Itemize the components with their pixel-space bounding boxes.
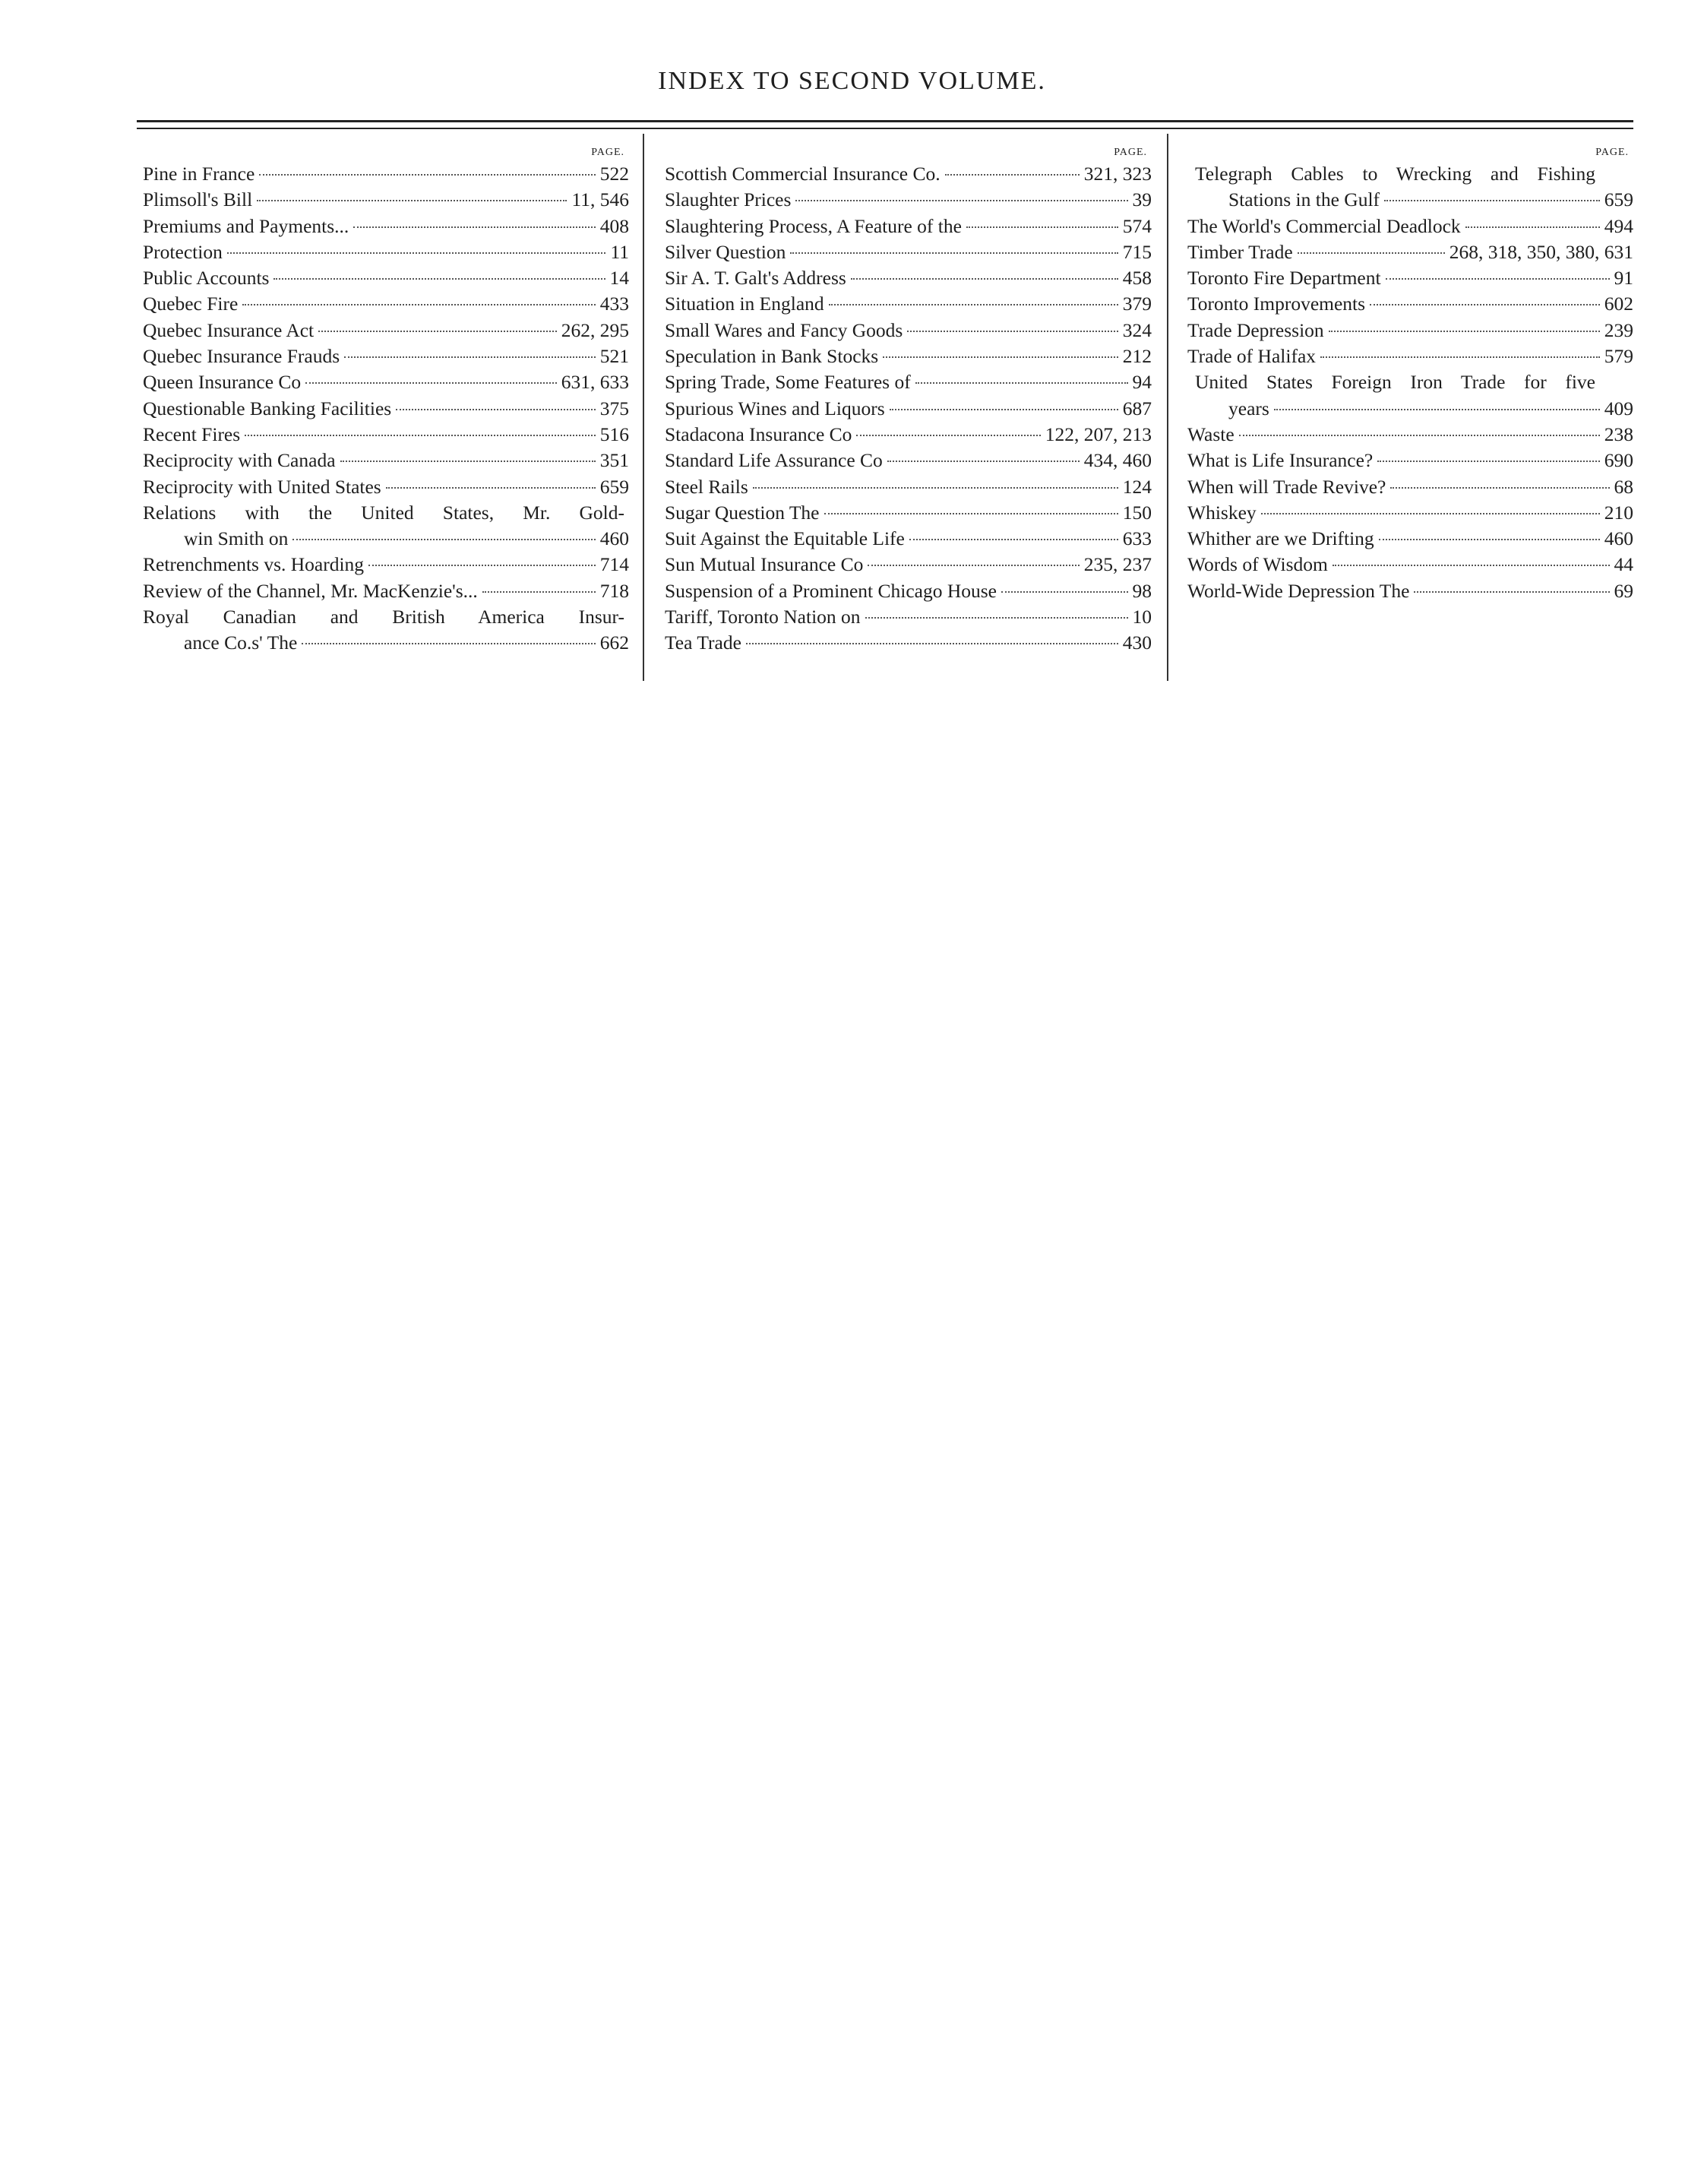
- index-entry: [665, 578, 1152, 604]
- index-entry-pages: 11, 546: [571, 188, 629, 211]
- column-divider: [643, 134, 644, 681]
- index-entry-title: Whither are we Drifting: [1187, 527, 1374, 550]
- dot-leader: [344, 356, 596, 358]
- index-entry: [143, 474, 629, 500]
- index-entry-title: Speculation in Bank Stocks: [665, 345, 879, 368]
- dot-leader: [1384, 200, 1600, 201]
- page-column-header: PAGE.: [1595, 147, 1629, 158]
- dot-leader: [887, 461, 1080, 462]
- dot-leader: [915, 382, 1128, 384]
- index-entry-title: Spring Trade, Some Features of: [665, 371, 911, 394]
- index-entry: [1187, 187, 1633, 213]
- index-entry: [143, 161, 629, 187]
- index-entry-line: United States Foreign Iron Trade for five: [1195, 371, 1595, 394]
- index-entry: [143, 630, 629, 656]
- index-entry-pages: 10: [1132, 606, 1152, 628]
- index-entry: [143, 369, 629, 395]
- dot-leader: [1261, 513, 1600, 514]
- dot-leader: [353, 226, 595, 228]
- dot-leader: [302, 643, 595, 644]
- index-entry: [1187, 422, 1633, 448]
- index-entry-title: Quebec Insurance Act: [143, 318, 315, 341]
- column-divider: [1167, 134, 1168, 681]
- dot-leader: [1320, 356, 1600, 358]
- index-entry-pages: 351: [599, 449, 629, 472]
- index-entry: [143, 187, 629, 213]
- index-entry-pages: 687: [1122, 397, 1152, 419]
- index-entry-title: Quebec Fire: [143, 293, 239, 315]
- dot-leader: [482, 591, 596, 593]
- index-entry-line: Relations with the United States, Mr. Gold-: [143, 501, 624, 524]
- index-entry-title: Scottish Commercial Insurance Co.: [665, 163, 941, 185]
- index-entry-title: Suspension of a Prominent Chicago House: [665, 579, 997, 602]
- index-entry: [143, 214, 629, 239]
- index-entry-title: Standard Life Assurance Co: [665, 449, 883, 472]
- index-entry: [665, 187, 1152, 213]
- page-title: INDEX TO SECOND VOLUME.: [658, 67, 1046, 95]
- dot-leader: [1329, 331, 1600, 332]
- index-entry-title: Questionable Banking Facilities: [143, 397, 392, 419]
- index-entry-title: World-Wide Depression The: [1187, 579, 1410, 602]
- index-entry: [665, 552, 1152, 578]
- dot-leader: [396, 409, 596, 410]
- index-entry: [143, 291, 629, 317]
- index-entry-pages: 122, 207, 213: [1045, 423, 1152, 445]
- index-entry-title: Words of Wisdom: [1187, 553, 1328, 576]
- dot-leader: [1298, 252, 1445, 254]
- index-entry-title: Quebec Insurance Frauds: [143, 345, 340, 368]
- index-entry-pages: 91: [1614, 267, 1633, 290]
- index-entry-title: Tariff, Toronto Nation on: [665, 606, 861, 628]
- dot-leader: [318, 331, 557, 332]
- page-column-header: PAGE.: [591, 147, 624, 158]
- index-entry-pages: 522: [599, 163, 629, 185]
- index-entry: [143, 343, 629, 369]
- index-entry-pages: 44: [1614, 553, 1633, 576]
- index-entry: [1187, 291, 1633, 317]
- dot-leader: [1414, 591, 1609, 593]
- index-entry: [143, 552, 629, 578]
- dot-leader: [746, 643, 1118, 644]
- index-entry: [665, 161, 1152, 187]
- dot-leader: [1390, 487, 1609, 489]
- index-entry-title: Small Wares and Fancy Goods: [665, 318, 903, 341]
- index-entry-title: The World's Commercial Deadlock: [1187, 214, 1461, 237]
- index-entry: [665, 214, 1152, 239]
- index-entry-pages: 662: [599, 631, 629, 654]
- index-entry-pages: 238: [1604, 423, 1633, 445]
- index-entry-pages: 458: [1122, 267, 1152, 290]
- dot-leader: [257, 200, 567, 201]
- dot-leader: [966, 226, 1118, 228]
- index-entry: [143, 448, 629, 473]
- index-entry: [665, 265, 1152, 291]
- index-entry-pages: 715: [1122, 240, 1152, 263]
- index-entry-pages: 235, 237: [1083, 553, 1152, 576]
- index-entry: [1187, 448, 1633, 473]
- index-entry: [143, 318, 629, 343]
- dot-leader: [829, 304, 1118, 305]
- index-entry-pages: 516: [599, 423, 629, 445]
- index-entry: [1187, 265, 1633, 291]
- index-entry-line: Royal Canadian and British America Insur-: [143, 606, 624, 628]
- index-entry: [665, 369, 1152, 395]
- index-entry-pages: 94: [1132, 371, 1152, 394]
- index-entry-pages: 98: [1132, 579, 1152, 602]
- index-entry: [665, 500, 1152, 526]
- index-entry-title: Toronto Improvements: [1187, 293, 1366, 315]
- dot-leader: [945, 174, 1080, 176]
- index-entry-title: Sugar Question The: [665, 501, 820, 524]
- index-entry-title: What is Life Insurance?: [1187, 449, 1374, 472]
- index-entry: [665, 604, 1152, 630]
- index-entry-title: Review of the Channel, Mr. MacKenzie's...: [143, 579, 478, 602]
- dot-leader: [851, 278, 1118, 280]
- dot-leader: [1379, 539, 1600, 540]
- dot-leader: [227, 252, 606, 254]
- index-entry: [143, 396, 629, 422]
- dot-leader: [1370, 304, 1600, 305]
- dot-leader: [824, 513, 1118, 514]
- index-entry: [1187, 343, 1633, 369]
- dot-leader: [1386, 278, 1610, 280]
- index-entry-title: Reciprocity with United States: [143, 475, 381, 498]
- index-entry: [665, 422, 1152, 448]
- index-entry-pages: 718: [599, 579, 629, 602]
- dot-leader: [1239, 435, 1600, 436]
- index-entry-pages: 14: [609, 267, 629, 290]
- index-entry: [143, 578, 629, 604]
- index-entry: [665, 630, 1152, 656]
- index-entry-pages: 521: [599, 345, 629, 368]
- dot-leader: [753, 487, 1118, 489]
- index-entry-pages: 321, 323: [1083, 163, 1152, 185]
- index-entry-pages: 11: [610, 240, 629, 263]
- dot-leader: [305, 382, 557, 384]
- index-entry-title: When will Trade Revive?: [1187, 475, 1386, 498]
- index-entry-pages: 659: [1604, 188, 1633, 211]
- index-entry-pages: 631, 633: [561, 371, 629, 394]
- index-entry-title: Waste: [1187, 423, 1235, 445]
- index-entry: [665, 291, 1152, 317]
- index-entry-title: Public Accounts: [143, 267, 270, 290]
- index-entry-title: Pine in France: [143, 163, 255, 185]
- index-entry-title: ance Co.s' The: [184, 631, 298, 654]
- index-entry-pages: 409: [1604, 397, 1633, 419]
- index-entry-title: Queen Insurance Co: [143, 371, 302, 394]
- index-entry-pages: 408: [599, 214, 629, 237]
- index-entry-line: Telegraph Cables to Wrecking and Fishing: [1195, 163, 1595, 185]
- index-entry-title: Whiskey: [1187, 501, 1257, 524]
- dot-leader: [242, 304, 595, 305]
- index-entry: [665, 239, 1152, 265]
- index-entry: [1187, 526, 1633, 552]
- index-entry-title: Suit Against the Equitable Life: [665, 527, 905, 550]
- index-entry-title: Timber Trade: [1187, 240, 1293, 263]
- index-entry: [1187, 474, 1633, 500]
- index-entry-pages: 579: [1604, 345, 1633, 368]
- index-entry-title: Slaughtering Process, A Feature of the: [665, 214, 962, 237]
- index-entry-title: Trade of Halifax: [1187, 345, 1317, 368]
- dot-leader: [865, 617, 1128, 619]
- index-column-2: [665, 144, 1152, 657]
- index-entry: [665, 318, 1152, 343]
- index-entry-title: Retrenchments vs. Hoarding: [143, 553, 365, 576]
- dot-leader: [1001, 591, 1128, 593]
- index-entry-pages: 602: [1604, 293, 1633, 315]
- index-entry-pages: 633: [1122, 527, 1152, 550]
- index-entry: [143, 239, 629, 265]
- index-entry-pages: 262, 295: [561, 318, 629, 341]
- index-entry-pages: 460: [599, 527, 629, 550]
- index-entry: [1187, 552, 1633, 578]
- index-entry: [1187, 500, 1633, 526]
- dot-leader: [909, 539, 1118, 540]
- index-entry: [665, 343, 1152, 369]
- index-entry-title: Reciprocity with Canada: [143, 449, 336, 472]
- index-entry-pages: 379: [1122, 293, 1152, 315]
- dot-leader: [273, 278, 605, 280]
- dot-leader: [292, 539, 595, 540]
- index-entry-pages: 460: [1604, 527, 1633, 550]
- dot-leader: [890, 409, 1118, 410]
- index-entry-pages: 434, 460: [1083, 449, 1152, 472]
- index-entry-title: Trade Depression: [1187, 318, 1324, 341]
- index-entry: [1187, 396, 1633, 422]
- index-entry-title: Sun Mutual Insurance Co: [665, 553, 864, 576]
- index-entry-pages: 210: [1604, 501, 1633, 524]
- index-entry-pages: 714: [599, 553, 629, 576]
- title-rule-inner: [137, 128, 1633, 129]
- index-entry-title: Plimsoll's Bill: [143, 188, 253, 211]
- dot-leader: [1274, 409, 1600, 410]
- index-entry-title: Steel Rails: [665, 475, 748, 498]
- index-entry: [665, 448, 1152, 473]
- index-entry: [1187, 578, 1633, 604]
- dot-leader: [368, 565, 596, 566]
- index-entry-title: Spurious Wines and Liquors: [665, 397, 885, 419]
- index-entry-title: Slaughter Prices: [665, 188, 792, 211]
- index-entry-title: Recent Fires: [143, 423, 241, 445]
- dot-leader: [907, 331, 1118, 332]
- index-entry-title: Situation in England: [665, 293, 824, 315]
- index-entry-pages: 690: [1604, 449, 1633, 472]
- index-column-1: [143, 144, 629, 657]
- index-entry-title: Stations in the Gulf: [1228, 188, 1380, 211]
- index-entry-pages: 212: [1122, 345, 1152, 368]
- dot-leader: [790, 252, 1118, 254]
- index-entry-pages: 494: [1604, 214, 1633, 237]
- index-entry-pages: 324: [1122, 318, 1152, 341]
- index-entry: [665, 396, 1152, 422]
- index-column-3: [1187, 144, 1633, 604]
- index-entry-title: Protection: [143, 240, 223, 263]
- index-entry: [665, 474, 1152, 500]
- index-entry-title: Tea Trade: [665, 631, 741, 654]
- index-entry: [143, 422, 629, 448]
- dot-leader: [1377, 461, 1599, 462]
- dot-leader: [856, 435, 1040, 436]
- index-entry: [143, 526, 629, 552]
- index-entry-title: win Smith on: [184, 527, 289, 550]
- dot-leader: [245, 435, 596, 436]
- dot-leader: [1333, 565, 1610, 566]
- dot-leader: [883, 356, 1118, 358]
- index-entry-pages: 430: [1122, 631, 1152, 654]
- index-entry-pages: 239: [1604, 318, 1633, 341]
- page-column-header: PAGE.: [1114, 147, 1147, 158]
- index-entry-pages: 268, 318, 350, 380, 631: [1449, 240, 1633, 263]
- index-entry-title: years: [1228, 397, 1269, 419]
- index-entry: [665, 526, 1152, 552]
- index-entry-pages: 433: [599, 293, 629, 315]
- title-rule: [137, 120, 1633, 122]
- index-entry-pages: 68: [1614, 475, 1633, 498]
- index-entry-pages: 150: [1122, 501, 1152, 524]
- index-entry-pages: 574: [1122, 214, 1152, 237]
- index-entry-pages: 659: [599, 475, 629, 498]
- dot-leader: [868, 565, 1079, 566]
- dot-leader: [1465, 226, 1600, 228]
- index-entry-pages: 124: [1122, 475, 1152, 498]
- index-entry-title: Premiums and Payments...: [143, 214, 349, 237]
- index-entry: [143, 265, 629, 291]
- index-entry-title: Stadacona Insurance Co: [665, 423, 852, 445]
- index-entry-title: Sir A. T. Galt's Address: [665, 267, 846, 290]
- index-entry: [1187, 214, 1633, 239]
- index-entry-pages: 39: [1132, 188, 1152, 211]
- index-entry-pages: 69: [1614, 579, 1633, 602]
- dot-leader: [340, 461, 596, 462]
- dot-leader: [259, 174, 595, 176]
- dot-leader: [386, 487, 596, 489]
- index-entry: [1187, 239, 1633, 265]
- dot-leader: [795, 200, 1127, 201]
- index-entry-title: Silver Question: [665, 240, 786, 263]
- index-entry-title: Toronto Fire Department: [1187, 267, 1381, 290]
- index-entry-pages: 375: [599, 397, 629, 419]
- index-entry: [1187, 318, 1633, 343]
